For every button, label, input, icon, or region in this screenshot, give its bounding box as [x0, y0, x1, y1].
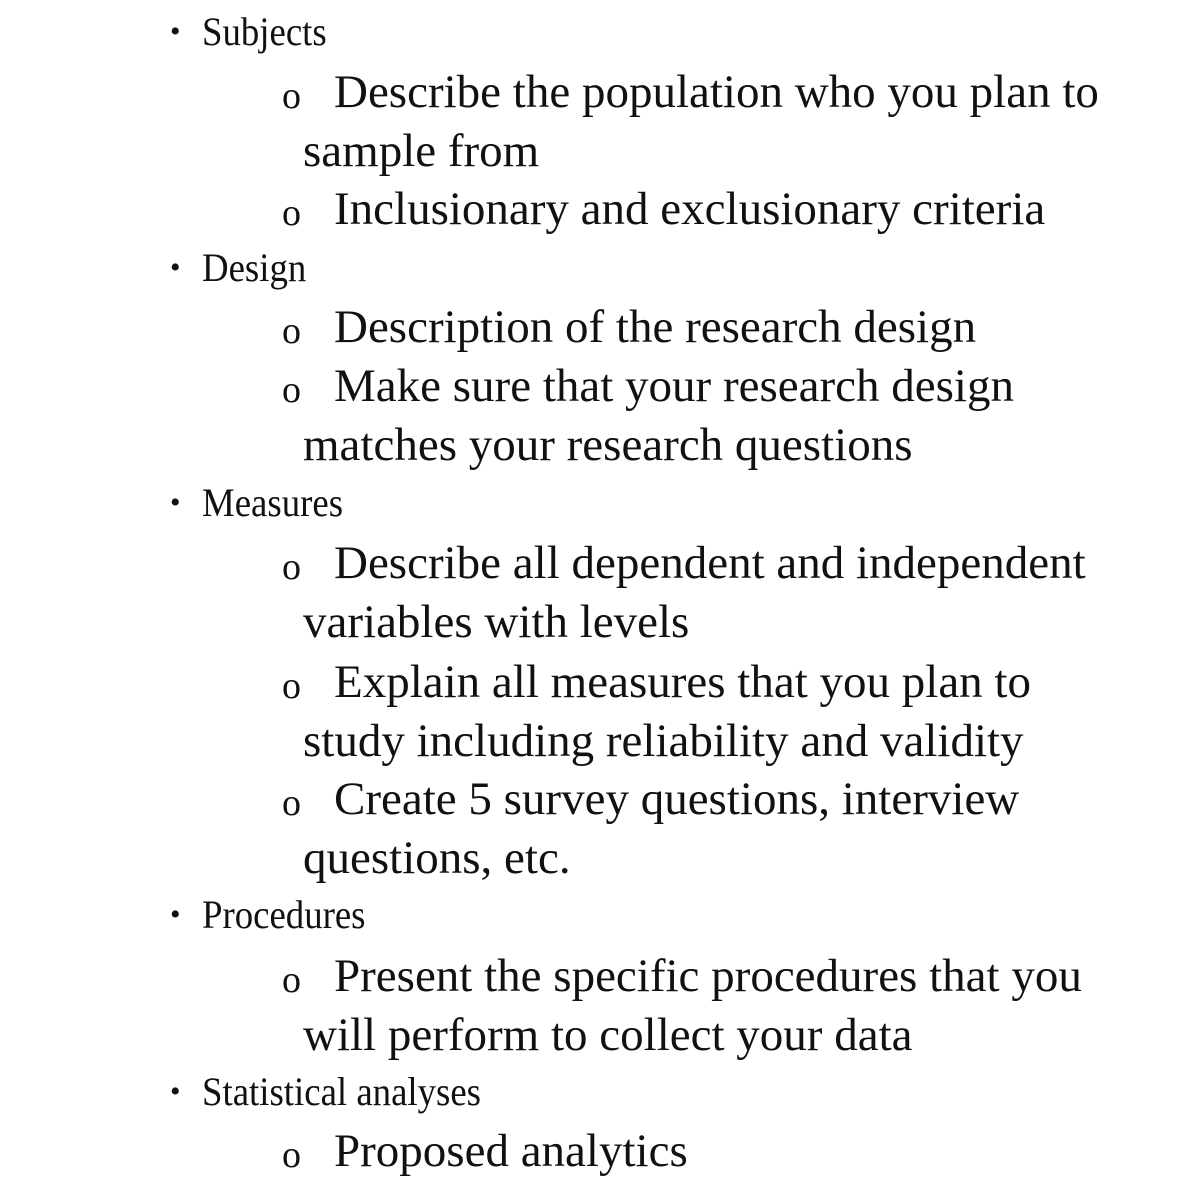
heading-label: Subjects: [202, 9, 327, 54]
sub-bullet-icon: o: [282, 959, 301, 1001]
subitem-line: questions, etc.: [303, 832, 571, 884]
sub-bullet-icon: o: [282, 310, 301, 352]
subitem-line: Present the specific procedures that you: [334, 950, 1082, 1002]
subitem-line: Description of the research design: [334, 301, 977, 353]
heading-label: Measures: [202, 480, 344, 525]
bullet-icon: •: [170, 1075, 181, 1108]
bullet-icon: •: [170, 15, 181, 48]
subitem-line: variables with levels: [303, 596, 690, 648]
subitem-line: Make sure that your research design: [334, 360, 1014, 412]
outline-heading-procedures: [170, 891, 380, 939]
subitem-line: Explain all measures that you plan to: [334, 656, 1031, 708]
sub-bullet-icon: o: [282, 782, 301, 824]
subitem-line: Describe all dependent and independent: [334, 537, 1086, 589]
sub-bullet-icon: o: [282, 192, 301, 234]
heading-label: Design: [202, 245, 307, 290]
outline-subitem: [282, 653, 1031, 771]
subitem-line: Create 5 survey questions, interview: [334, 773, 1020, 825]
outline-heading-design: [170, 244, 315, 292]
sub-bullet-icon: o: [282, 665, 301, 707]
sub-bullet-icon: o: [282, 369, 301, 411]
outline-subitem: [282, 298, 976, 357]
outline-heading-measures: [170, 479, 355, 527]
subitem-line: Describe the population who you plan to: [334, 66, 1099, 118]
subitem-line: Inclusionary and exclusionary criteria: [334, 183, 1046, 235]
sub-bullet-icon: o: [282, 1134, 301, 1176]
subitem-line: study including reliability and validity: [303, 715, 1024, 767]
subitem-line: will perform to collect your data: [303, 1009, 913, 1061]
outline-subitem: [282, 534, 1086, 652]
outline-subitem: [282, 947, 1082, 1065]
subitem-line: matches your research questions: [303, 419, 913, 471]
cropped-previous-line: [0, 0, 1200, 8]
outline-subitem: [282, 770, 1019, 888]
bullet-icon: •: [170, 898, 181, 931]
sub-bullet-icon: o: [282, 546, 301, 588]
outline-subitem: [282, 357, 1014, 475]
heading-label: Procedures: [202, 892, 366, 937]
outline-subitem: [282, 1122, 688, 1181]
outline-subitem: [282, 63, 1099, 181]
bullet-icon: •: [170, 486, 181, 519]
outline-heading-subjects: [170, 8, 338, 56]
subitem-line: sample from: [303, 125, 540, 177]
sub-bullet-icon: o: [282, 75, 301, 117]
heading-label: Statistical analyses: [202, 1069, 482, 1114]
outline-heading-statistical-analyses: [170, 1068, 505, 1116]
subitem-line: Proposed analytics: [334, 1125, 688, 1177]
bullet-icon: •: [170, 251, 181, 284]
outline-subitem: [282, 180, 1045, 239]
